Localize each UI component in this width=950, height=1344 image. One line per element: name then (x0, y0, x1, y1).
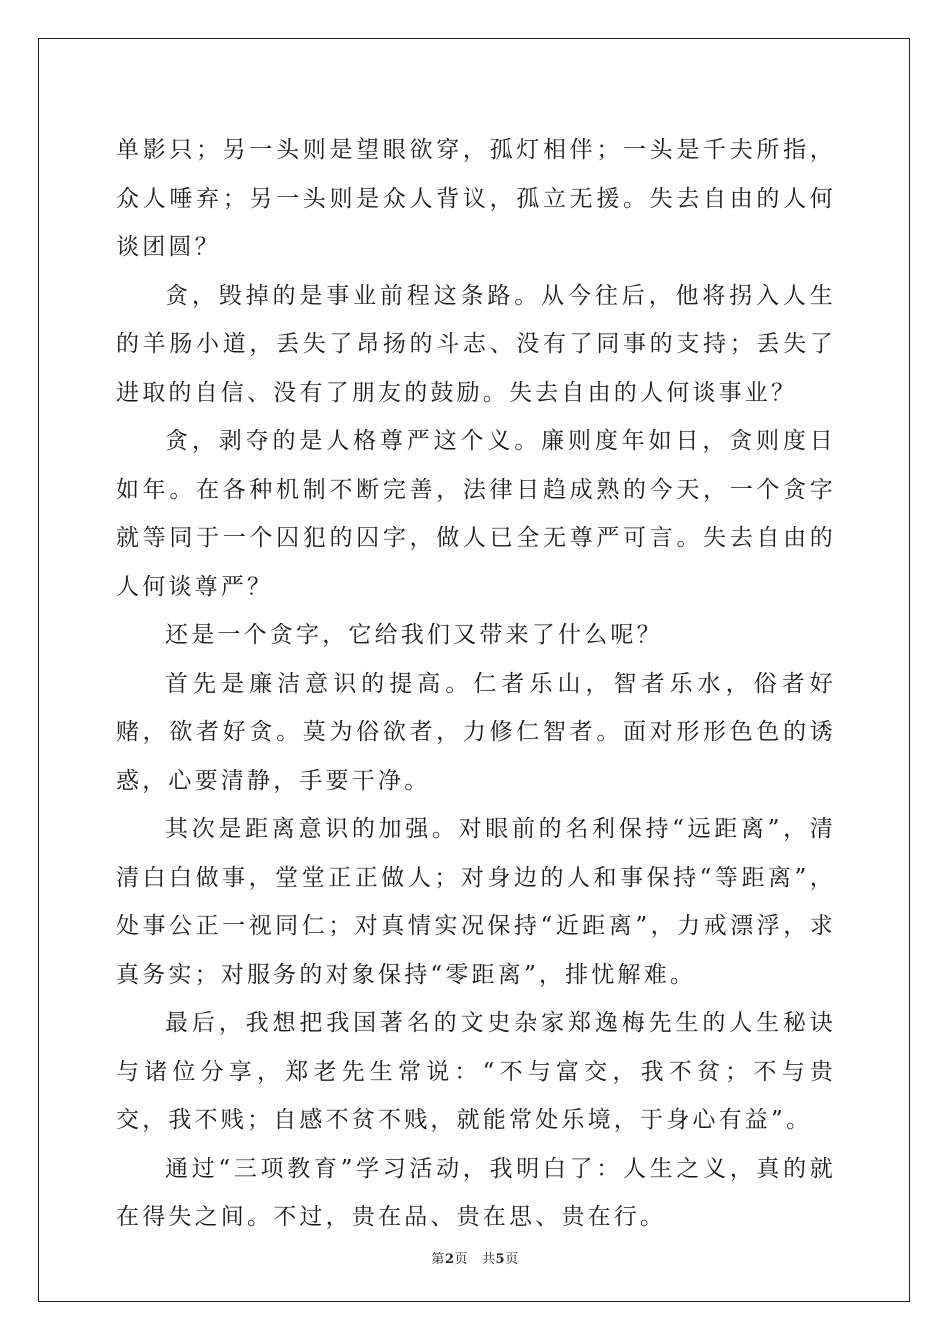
total-pages: 5 (495, 1252, 506, 1267)
page-footer (0, 1248, 950, 1267)
paragraph-1: 单影只；另一头则是望眼欲穿，孤灯相伴；一头是千夫所指，众人唾弃；另一头则是众人背议，孤立无援。失去自由的人何谈团圆？ (116, 137, 836, 260)
page-prefix: 第 (431, 1252, 445, 1267)
paragraph-4: 还是一个贪字，它给我们又带来了什么呢？ (165, 622, 663, 648)
paragraph-8: 通过“三项教育”学习活动，我明白了：人生之义，真的就在得失之间。不过，贵在品、贵在思、贵在行。 (116, 1155, 836, 1230)
paragraph-3: 贪，剥夺的是人格尊严这个义。廉则度年如日，贪则度日如年。在各种机制不断完善，法律日趋成熟的今天，一个贪字就等同于一个囚犯的囚字，做人已全无尊严可言。失去自由的人何谈尊严？ (116, 428, 836, 600)
total-prefix: 共 (482, 1252, 496, 1267)
paragraph-6: 其次是距离意识的加强。对眼前的名利保持“远距离”，清清白白做事，堂堂正正做人；对身边的人和事保持“等距离”，处事公正一视同仁；对真情实况保持“近距离”，力戒漂浮，求真务实；对服务的对象保持“零距离”，排忧解难。 (116, 816, 836, 988)
paragraph-7: 最后，我想把我国著名的文史杂家郑逸梅先生的人生秘诀与诸位分享，郑老先生常说：“不与富交，我不贫；不与贵交，我不贱；自感不贫不贱，就能常处乐境，于身心有益”。 (116, 1010, 836, 1133)
paragraph-5: 首先是廉洁意识的提高。仁者乐山，智者乐水，俗者好赌，欲者好贪。莫为俗欲者，力修仁智者。面对形形色色的诱惑，心要清静，手要干净。 (116, 670, 836, 794)
paragraph-2: 贪，毁掉的是事业前程这条路。从今往后，他将拐入人生的羊肠小道，丢失了昂扬的斗志、没有了同事的支持；丢失了进取的自信、没有了朋友的鼓励。失去自由的人何谈事业？ (116, 282, 836, 406)
total-suffix: 页 (505, 1252, 519, 1267)
page-suffix: 页 (454, 1252, 468, 1267)
page-number: 2 (444, 1252, 455, 1267)
document-body (116, 126, 836, 1242)
